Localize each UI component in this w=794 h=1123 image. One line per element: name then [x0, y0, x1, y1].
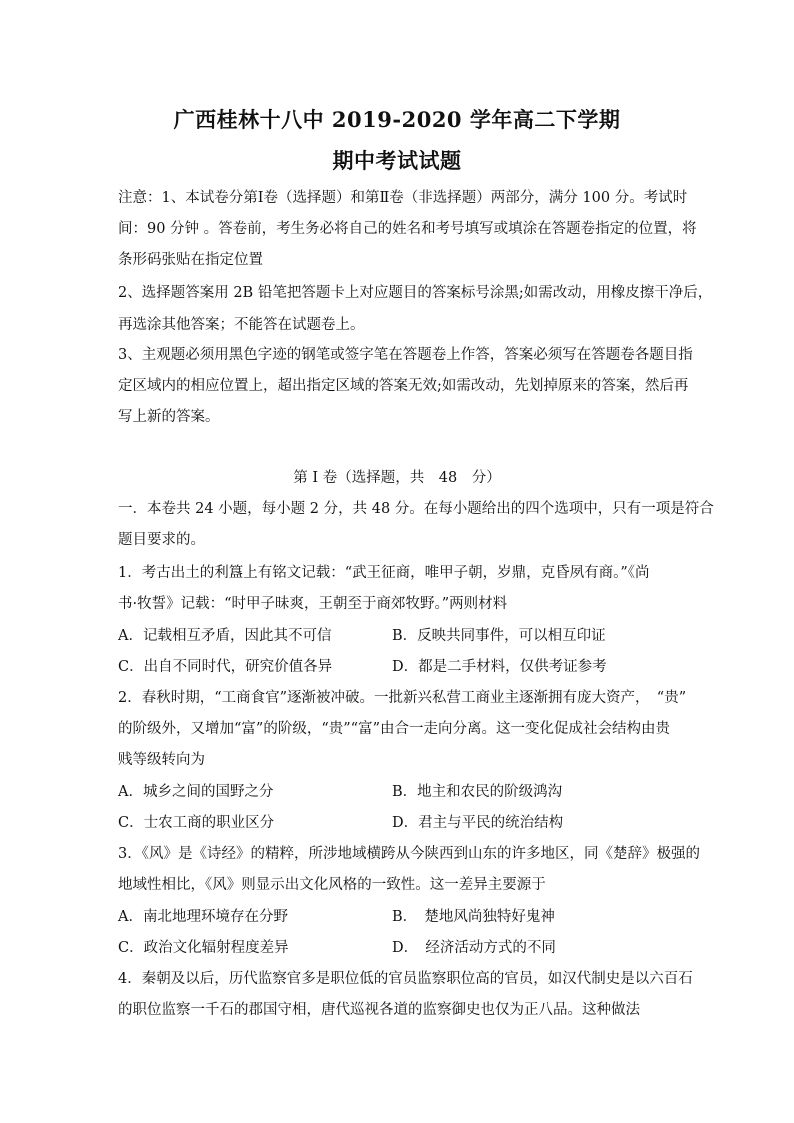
option-b[interactable]: B．地主和农民的阶级鸿沟 — [392, 784, 563, 800]
option-b[interactable]: B．反映共同事件，可以相互印证 — [392, 628, 606, 644]
question-2-stem: 贱等级转向为 — [118, 752, 205, 768]
instructions-line: 题目要求的。 — [118, 532, 205, 548]
notes-line: 写上新的答案。 — [118, 409, 220, 425]
question-2-options-row — [118, 811, 678, 832]
option-d[interactable]: D． 经济活动方式的不同 — [392, 940, 556, 956]
notes-line: 注意：1、本试卷分第Ⅰ卷（选择题）和第Ⅱ卷（非选择题）两部分，满分 100 分。考试时 — [118, 190, 688, 206]
question-2-options-row — [118, 780, 678, 801]
question-3-stem: 3．《风》是《诗经》的精粹，所涉地域横跨从今陕西到山东的许多地区，同《楚辞》极强的 — [118, 846, 700, 862]
question-3-options-row — [118, 905, 678, 926]
exam-title: 广西桂林十八中 2019-2020 学年高二下学期 — [173, 107, 621, 132]
exam-subtitle: 期中考试试题 — [332, 148, 462, 173]
option-d[interactable]: D．都是二手材料，仅供考证参考 — [392, 659, 607, 675]
option-a[interactable]: A．城乡之间的国野之分 — [118, 784, 274, 800]
option-d[interactable]: D．君主与平民的统治结构 — [392, 815, 564, 831]
question-1-stem: 1．考古出土的利簋上有铭文记载：“武王征商，唯甲子朝，岁鼎，克昏夙有商。”《尚 — [118, 565, 650, 581]
option-c[interactable]: C．出自不同时代，研究价值各异 — [118, 659, 333, 675]
question-1-stem: 书·牧誓》记载：“时甲子昧爽，王朝至于商郊牧野。”两则材料 — [118, 596, 508, 612]
option-a[interactable]: A．南北地理环境存在分野 — [118, 909, 288, 925]
section-title: 第 I 卷（选择题，共 48 分） — [293, 470, 501, 486]
question-3-options-row — [118, 936, 678, 957]
option-a[interactable]: A．记载相互矛盾，因此其不可信 — [118, 628, 332, 644]
notes-line: 间：90 分钟 。答卷前，考生务必将自己的姓名和考号填写或填涂在答题卷指定的位置，将 — [118, 221, 697, 237]
question-1-options-row — [118, 624, 678, 645]
question-3-stem: 地域性相比，《风》则显示出文化风格的一致性。这一差异主要源于 — [118, 877, 546, 893]
question-4-stem: 4．秦朝及以后，历代监察官多是职位低的官员监察职位高的官员，如汉代制史是以六百石 — [118, 971, 693, 987]
option-c[interactable]: C．士农工商的职业区分 — [118, 815, 275, 831]
instructions-line: 一．本卷共 24 小题，每小题 2 分，共 48 分。在每小题给出的四个选项中，只有一项是符合 — [118, 501, 714, 517]
question-2-stem: 2．春秋时期，“工商食官”逐渐被冲破。一批新兴私营工商业主逐渐拥有庞大资产， “贵” — [118, 690, 687, 706]
notes-line: 3、主观题必须用黑色字迹的钢笔或签字笔在答题卷上作答，答案必须写在答题卷各题目指 — [118, 347, 693, 363]
notes-line: 条形码张贴在指定位置 — [118, 252, 263, 268]
question-4-stem: 的职位监察一千石的郡国守相，唐代巡视各道的监察御史也仅为正八品。这种做法 — [118, 1002, 640, 1018]
question-2-stem: 的阶级外，又增加“富”的阶级，“贵”“富”由合一走向分离。这一变化促成社会结构由贵 — [118, 721, 670, 737]
option-c[interactable]: C．政治文化辐射程度差异 — [118, 940, 289, 956]
option-b[interactable]: B． 楚地风尚独特好鬼神 — [392, 909, 555, 925]
notes-line: 再选涂其他答案；不能答在试题卷上。 — [118, 317, 365, 333]
question-1-options-row — [118, 655, 678, 676]
notes-line: 2、选择题答案用 2B 铅笔把答题卡上对应题目的答案标号涂黑;如需改动，用橡皮擦干净后， — [118, 285, 713, 301]
notes-line: 定区域内的相应位置上，超出指定区域的答案无效;如需改动，先划掉原来的答案，然后再 — [118, 378, 689, 394]
